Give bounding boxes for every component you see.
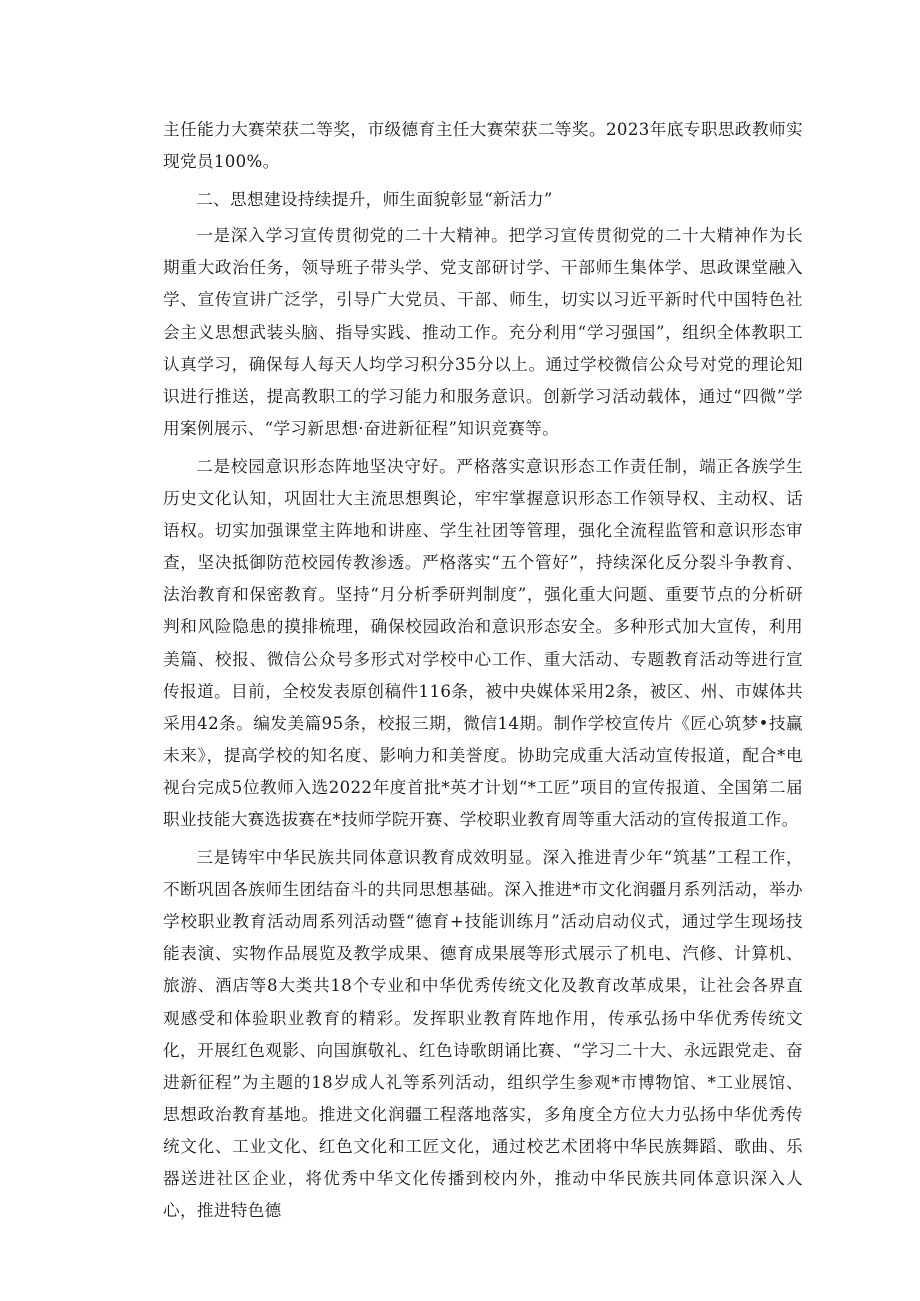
paragraph-ideology: 二是校园意识形态阵地坚决守好。严格落实意识形态工作责任制，端正各族学生历史文化认知，巩固壮大主流思想舆论，牢牢掌握意识形态工作领导权、主动权、话语权。切实加强课堂主阵地和讲座、学生社团等管理，强化全流程监管和意识形态审查，坚决抵御防范校园传教渗透。严格落实“五个管好”，持续深化反分裂斗争教育、法治教育和保密教育。坚持“月分析季研判制度”，强化重大问题、重要节点的分析研判和风险隐患的摸排梳理，确保校园政治和意识形态安全。多种形式加大宣传，利用美篇、校报、微信公众号多形式对学校中心工作、重大活动、专题教育活动等进行宣传报道。目前，全校发表原创稿件116条，被中央媒体采用2条，被区、州、市媒体共采用42条。编发美篇95条，校报三期，微信14期。制作学校宣传片《匠心筑梦•技赢未来》，提高学校的知名度、影响力和美誉度。协助完成重大活动宣传报道，配合*电视台完成5位教师入选2022年度首批*英才计划“*工匠”项目的宣传报道、全国第二届职业技能大赛选拔赛在*技师学院开赛、学校职业教育周等重大活动的宣传报道工作。 bbox=[163, 456, 803, 829]
section-heading: 二、思想建设持续提升，师生面貌彰显“新活力” bbox=[196, 190, 553, 210]
paragraph-study-spirit: 一是深入学习宣传贯彻党的二十大精神。把学习宣传贯彻党的二十大精神作为长期重大政治任务，领导班子带头学、党支部研讨学、干部师生集体学、思政课堂融入学、宣传宣讲广泛学，引导广大党员、干部、师生，切实以习近平新时代中国特色社会主义思想武装头脑、指导实践、推动工作。充分利用“学习强国”，组织全体教职工认真学习，确保每人每天人均学习积分35分以上。通过学校微信公众号对党的理论知识进行推送，提高教职工的学习能力和服务意识。创新学习活动载体，通过“四微”学用案例展示、“学习新思想·奋进新征程”知识竞赛等。 bbox=[163, 226, 803, 438]
paragraph-continuation: 主任能力大赛荣获二等奖，市级德育主任大赛荣获二等奖。2023年底专职思政教师实现党员100%。 bbox=[163, 120, 803, 172]
paragraph-national-unity: 三是铸牢中华民族共同体意识教育成效明显。深入推进青少年“筑基”工程工作，不断巩固各族师生团结奋斗的共同思想基础。深入推进*市文化润疆月系列活动，举办学校职业教育活动周系列活动暨“德育+技能训练月”活动启动仪式，通过学生现场技能表演、实物作品展览及教学成果、德育成果展等形式展示了机电、汽修、计算机、旅游、酒店等8大类共18个专业和中华优秀传统文化及教育改革成果，让社会各界直观感受和体验职业教育的精彩。发挥职业教育阵地作用，传承弘扬中华优秀传统文化，开展红色观影、向国旗敬礼、红色诗歌朗诵比赛、“学习二十大、永远跟党走、奋进新征程”为主题的18岁成人礼等系列活动，组织学生参观*市博物馆、*工业展馆、思想政治教育基地。推进文化润疆工程落地落实，多角度全方位大力弘扬中华优秀传统文化、工业文化、红色文化和工匠文化，通过校艺术团将中华民族舞蹈、歌曲、乐器送进社区企业，将优秀中华文化传播到校内外，推动中华民族共同体意识深入人心，推进特色德 bbox=[163, 848, 803, 1221]
document-body bbox=[163, 114, 803, 1227]
